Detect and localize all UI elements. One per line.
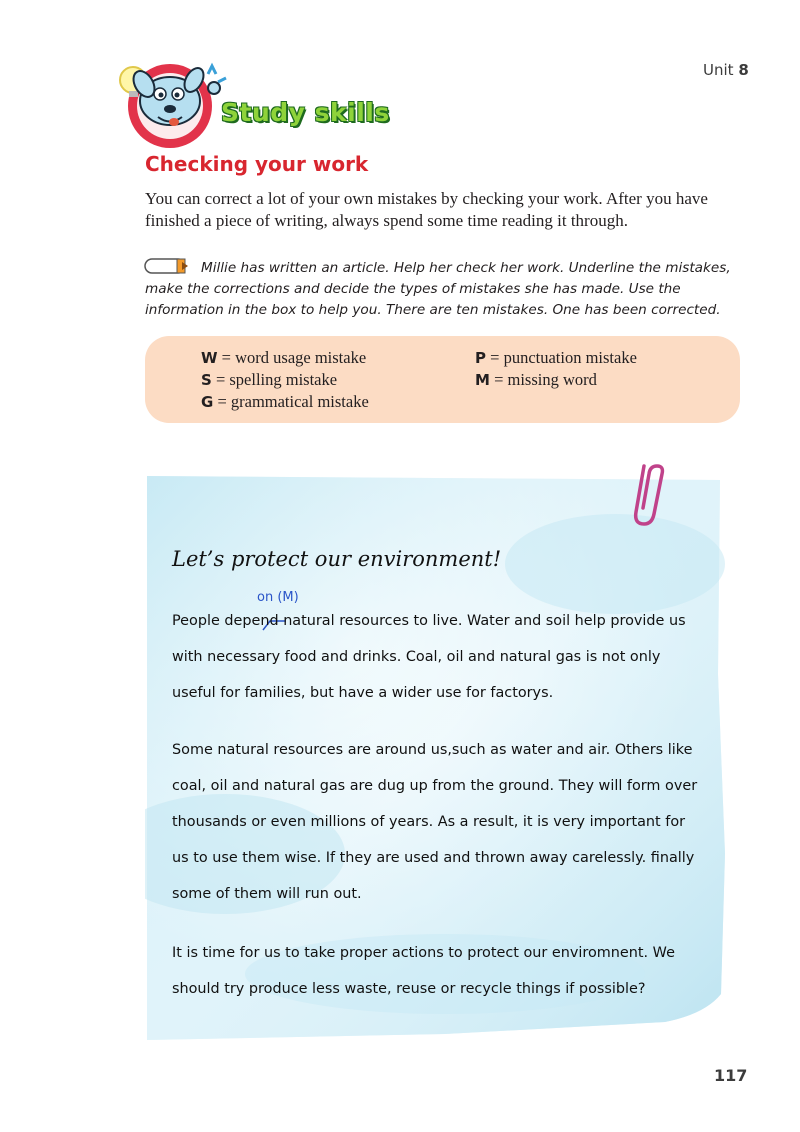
- page-subheading: Checking your work: [145, 152, 369, 176]
- article-paragraph: Some natural resources are around us,such as water and air. Others like coal, oil and natural gas are dug up from the ground. They will form over thousands or even millions of years. As a result, it is very important for us to use them wise. If they are used and thrown away carelessly. finally some of them will run out.: [172, 742, 698, 902]
- paperclip-icon: [622, 460, 672, 530]
- mistake-key-box: [145, 336, 740, 423]
- section-title: Study skills: [221, 98, 390, 127]
- exercise-instruction: Millie has written an article. Help her check her work. Underline the mistakes, make the corrections and decide the types of mistakes she has made. Use the information in the box to help you. There are ten mistakes. One has been corrected.: [145, 260, 731, 318]
- key-item: M = missing word: [475, 370, 597, 389]
- unit-number: 8: [738, 61, 749, 79]
- unit-label: [703, 61, 749, 79]
- article-paragraph: People depend natural resources to live. Water and soil help provide us with necessary food and drinks. Coal, oil and natural gas is not only useful for families, but have a wider use for factorys.: [172, 613, 686, 701]
- page-number: 117: [714, 1066, 748, 1085]
- correction-note: on (M): [257, 590, 299, 605]
- key-item: P = punctuation mistake: [475, 348, 637, 367]
- article-title: Let’s protect our environment!: [172, 547, 502, 571]
- intro-paragraph: You can correct a lot of your own mistakes by checking your work. After you have finished a piece of writing, always spend some time reading it through.: [145, 189, 708, 230]
- key-item: W = word usage mistake: [201, 348, 367, 367]
- key-item: G = grammatical mistake: [201, 392, 369, 411]
- article-paragraph: It is time for us to take proper actions to protect our enviromnent. We should try produce less waste, reuse or recycle things if possible?: [172, 945, 675, 997]
- key-item: S = spelling mistake: [201, 370, 338, 389]
- unit-word: Unit: [703, 61, 734, 79]
